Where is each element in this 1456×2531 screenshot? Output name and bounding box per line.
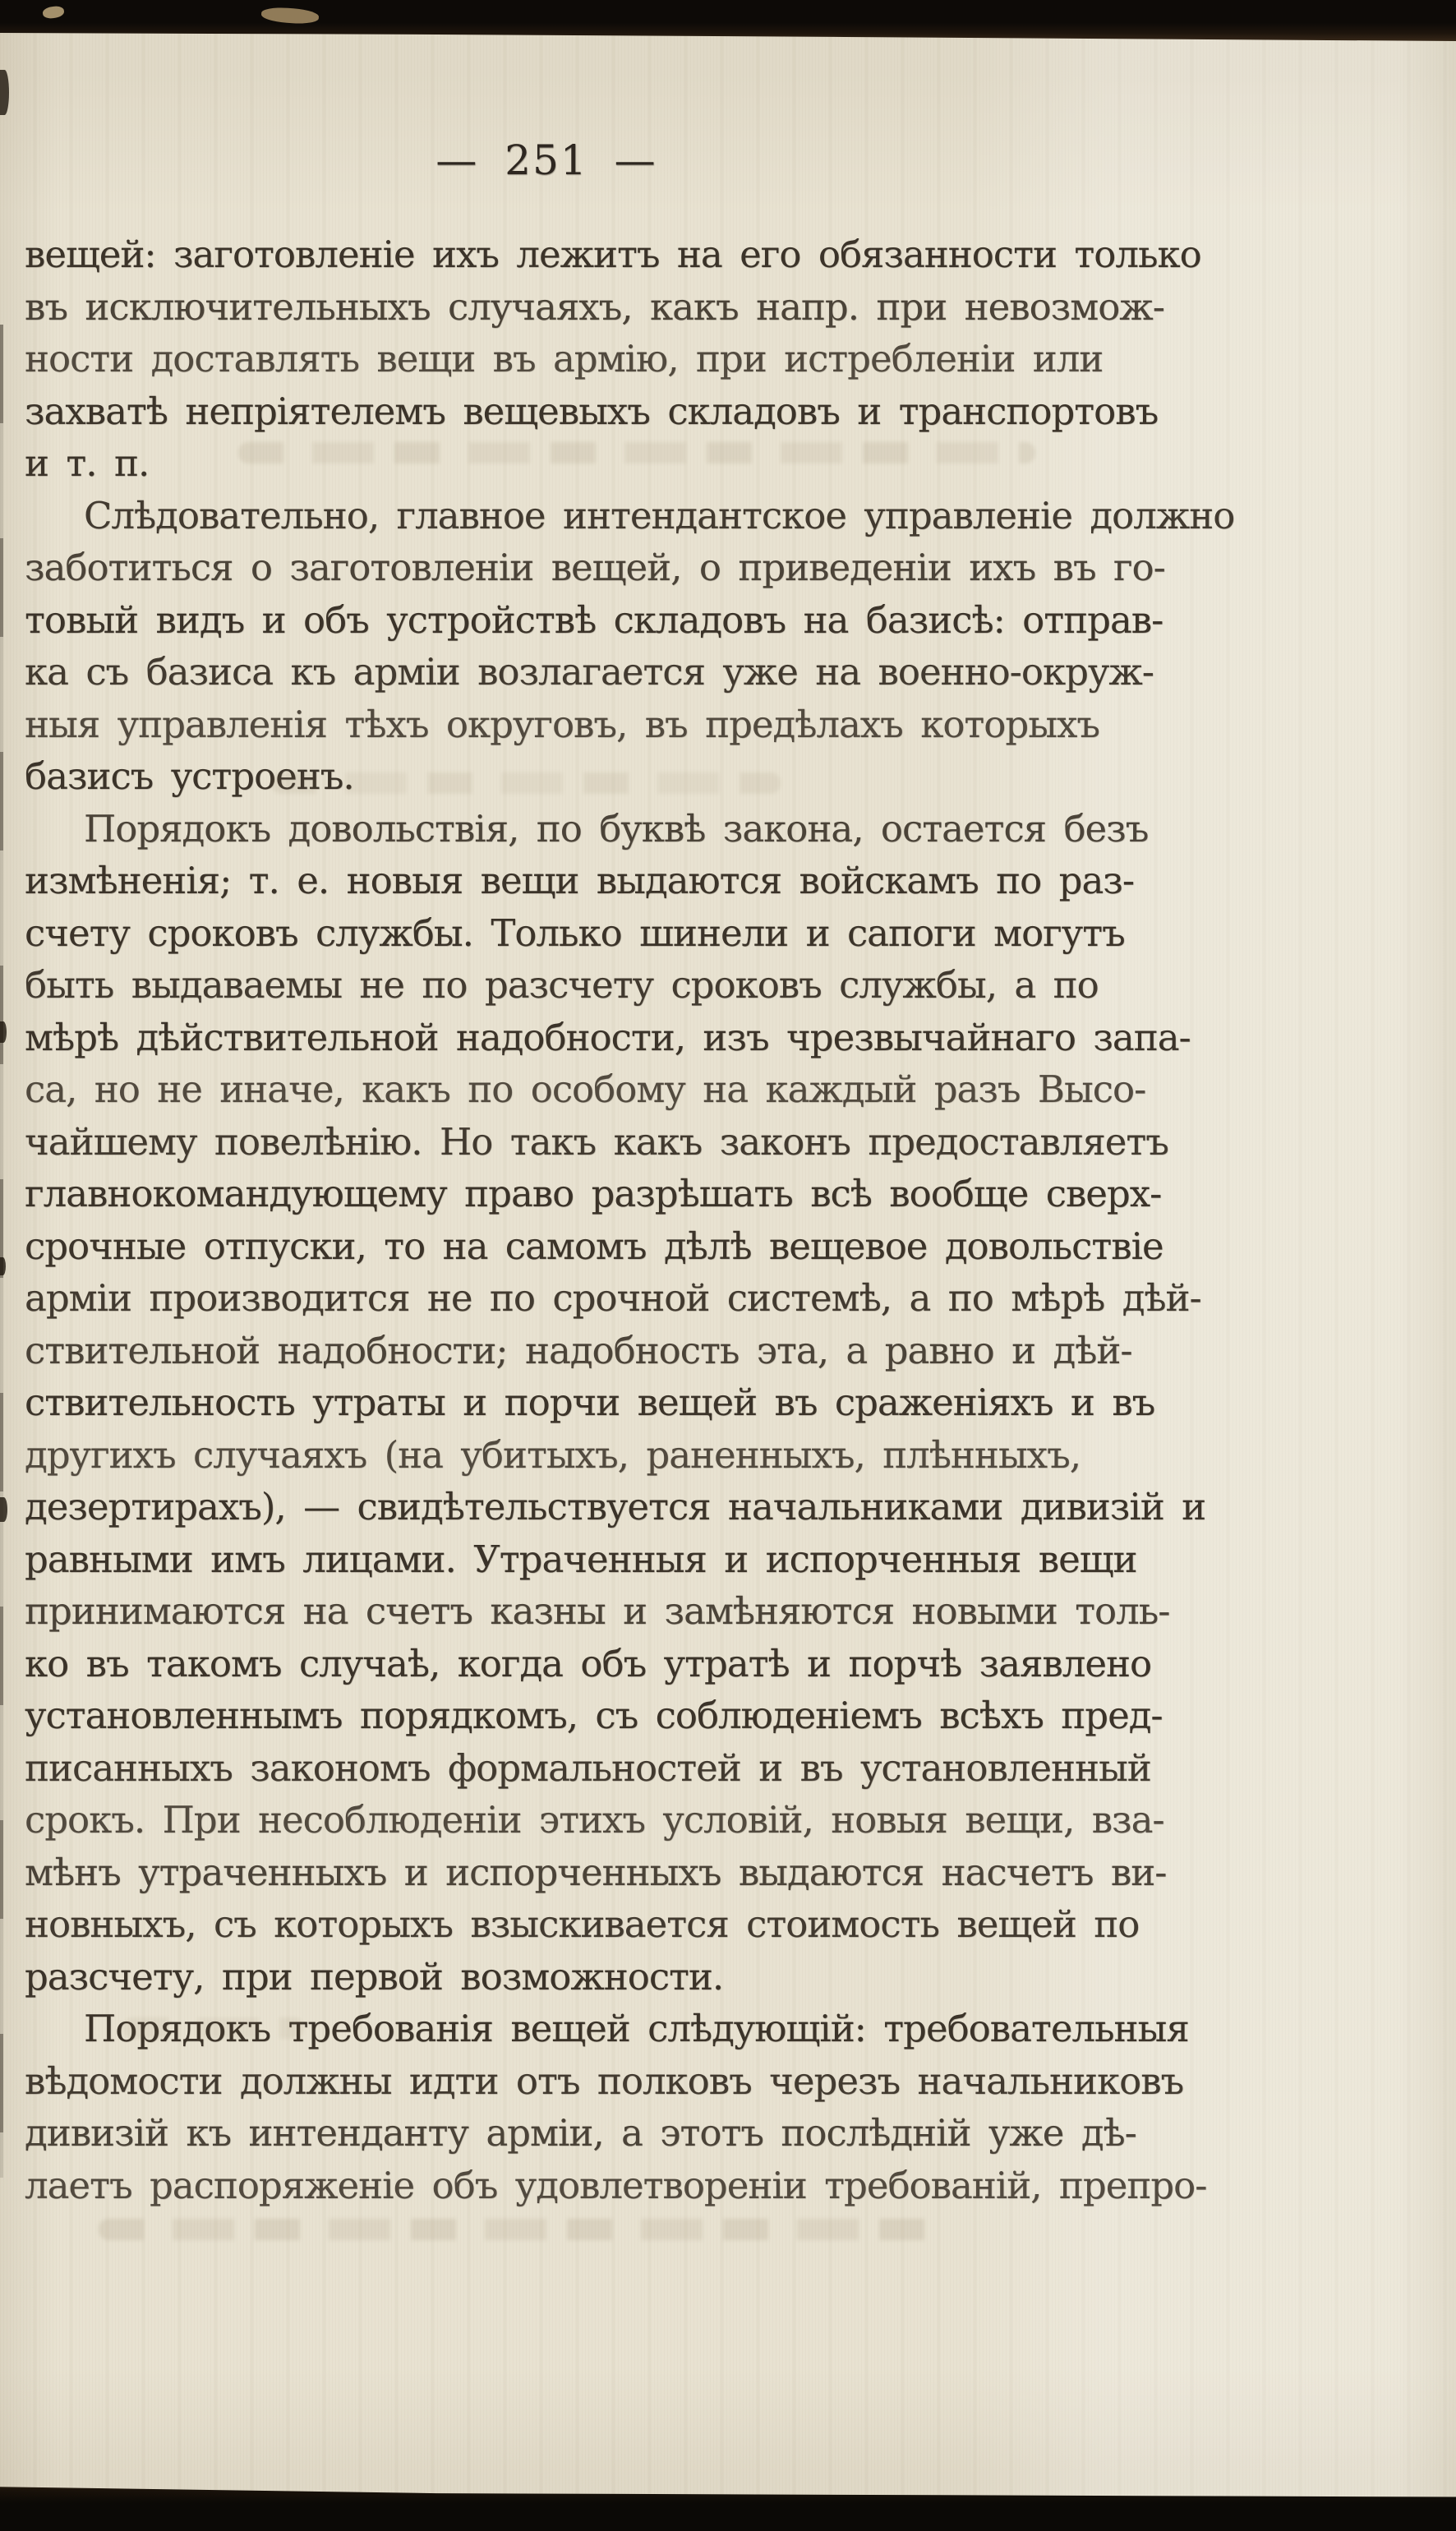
showthrough-text <box>123 2017 304 2039</box>
text-line: чайшему повелѣнію. Но такъ какъ законъ предоставляетъ <box>25 1119 1168 1164</box>
text-line: Порядокъ довольствія, по буквѣ закона, остается безъ <box>84 806 1149 851</box>
text-line: ности доставлять вещи въ армію, при истребленіи или <box>25 337 1104 380</box>
text-line: главнокомандующему право разрѣшать всѣ вообще сверх- <box>25 1172 1162 1215</box>
text-line: мѣрѣ дѣйствительной надобности, изъ чрезвычайнаго запа- <box>25 1015 1191 1059</box>
text-line: дезертирахъ), — свидѣтельствуется начальниками дивизій и <box>25 1485 1206 1528</box>
text-line: са, но не иначе, какъ по особому на каждый разъ Высо- <box>25 1067 1146 1111</box>
scan-artifact <box>0 1497 7 1522</box>
text-line: счету сроковъ службы. Только шинели и сапоги могутъ <box>25 911 1125 955</box>
text-line: писанныхъ закономъ формальностей и въ установленный <box>25 1745 1151 1790</box>
text-line: товый видъ и объ устройствѣ складовъ на базисѣ: отправ- <box>25 597 1163 642</box>
text-line: заботиться о заготовленіи вещей, о приведеніи ихъ въ го- <box>25 546 1165 589</box>
text-line: измѣненія; т. е. новыя вещи выдаются войскамъ по раз- <box>25 859 1135 902</box>
text-line: новныхъ, съ которыхъ взыскивается стоимость вещей по <box>25 1902 1140 1946</box>
showthrough-text <box>271 772 781 794</box>
page-text <box>25 228 1235 2211</box>
scan-edge-bottom <box>0 2485 1456 2531</box>
scan-artifact <box>0 1257 6 1275</box>
text-line: ка съ базиса къ арміи возлагается уже на военно-окруж- <box>25 650 1154 694</box>
page-number: — 251 — <box>435 136 657 184</box>
scan-artifact <box>0 70 9 115</box>
showthrough-text <box>238 442 1035 463</box>
text-line: лаетъ распоряженіе объ удовлетвореніи требованій, препро- <box>25 2163 1207 2207</box>
text-line: ствительной надобности; надобность эта, а равно и дѣй- <box>25 1328 1132 1372</box>
text-line: равными имъ лицами. Утраченныя и испорченныя вещи <box>25 1537 1137 1581</box>
text-line: Порядокъ требованія вещей слѣдующій: требовательныя <box>84 2007 1189 2050</box>
text-line: разсчету, при первой возможности. <box>25 1954 724 1999</box>
scan-artifact <box>42 5 65 19</box>
text-line: ныя управленія тѣхъ округовъ, въ предѣлахъ которыхъ <box>25 702 1100 746</box>
gutter-shadow <box>0 325 3 2178</box>
text-line: принимаются на счетъ казны и замѣняются новыми толь- <box>25 1589 1170 1633</box>
text-line: базисъ устроенъ. <box>25 754 354 798</box>
scan-edge-top <box>0 0 1456 41</box>
text-line: срокъ. При несоблюденіи этихъ условій, новыя вещи, вза- <box>25 1798 1164 1842</box>
text-line: ствительность утраты и порчи вещей въ сраженіяхъ и въ <box>25 1381 1155 1424</box>
text-line: дивизій къ интенданту арміи, а этотъ послѣдній уже дѣ- <box>25 2111 1136 2155</box>
text-line: быть выдаваемы не по разсчету сроковъ службы, а по <box>25 963 1099 1007</box>
text-line: и т. п. <box>25 441 150 485</box>
text-line: установленнымъ порядкомъ, съ соблюденіемъ всѣхъ пред- <box>25 1694 1163 1737</box>
text-line: срочные отпуски, то на самомъ дѣлѣ вещевое довольствіе <box>25 1224 1163 1268</box>
scan-artifact <box>0 1021 7 1043</box>
scan-artifact <box>260 7 319 25</box>
text-line: другихъ случаяхъ (на убитыхъ, раненныхъ, плѣнныхъ, <box>25 1432 1080 1477</box>
text-line: вещей: заготовленіе ихъ лежитъ на его обязанности только <box>25 233 1201 276</box>
text-line: Слѣдовательно, главное интендантское управленіе должно <box>84 493 1235 537</box>
text-line: ко въ такомъ случаѣ, когда объ утратѣ и порчѣ заявлено <box>25 1641 1152 1685</box>
text-line: захватѣ непріятелемъ вещевыхъ складовъ и транспортовъ <box>25 389 1159 433</box>
text-line: въ исключительныхъ случаяхъ, какъ напр. при невозмож- <box>25 284 1164 329</box>
text-line: мѣнъ утраченныхъ и испорченныхъ выдаются насчетъ ви- <box>25 1850 1167 1894</box>
text-line: арміи производится не по срочной системѣ, а по мѣрѣ дѣй- <box>25 1276 1201 1320</box>
text-line: вѣдомости должны идти отъ полковъ черезъ начальниковъ <box>25 2058 1184 2103</box>
showthrough-text <box>99 2219 945 2240</box>
